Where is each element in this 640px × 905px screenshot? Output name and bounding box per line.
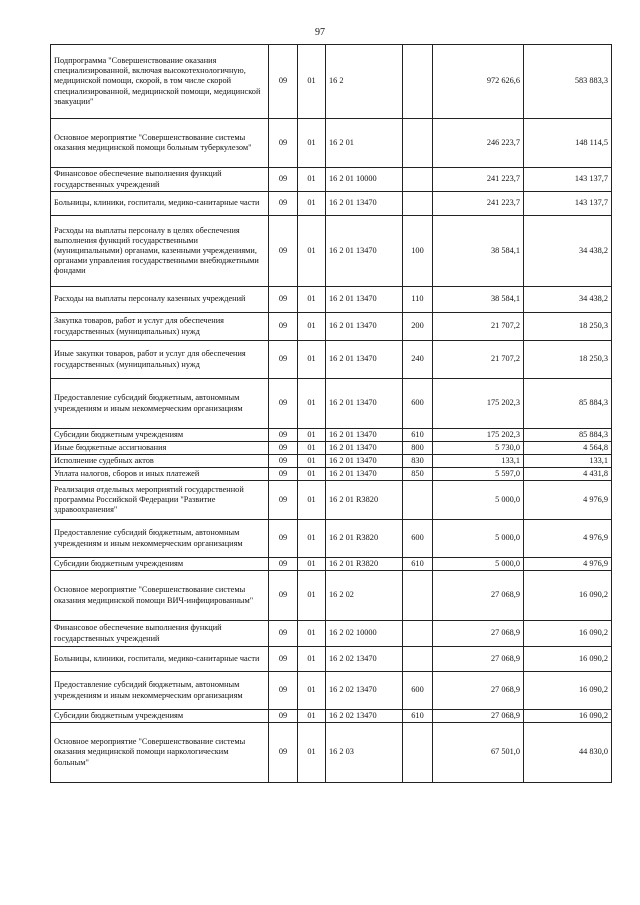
amount-cell-2: 4 976,9	[524, 481, 612, 520]
subsection-cell: 01	[298, 723, 326, 783]
expense-type-cell: 830	[403, 455, 433, 468]
table-row	[51, 723, 612, 783]
amount-cell-2: 583 883,3	[524, 45, 612, 119]
section-cell: 09	[269, 313, 298, 341]
expense-type-cell: 200	[403, 313, 433, 341]
amount-cell-1: 38 584,1	[433, 287, 524, 313]
section-cell: 09	[269, 341, 298, 379]
amount-cell-1: 38 584,1	[433, 216, 524, 287]
expense-type-cell	[403, 723, 433, 783]
amount-cell-1: 27 068,9	[433, 710, 524, 723]
table-row	[51, 520, 612, 558]
amount-cell-2: 44 830,0	[524, 723, 612, 783]
section-cell: 09	[269, 45, 298, 119]
subsection-cell: 01	[298, 520, 326, 558]
subsection-cell: 01	[298, 468, 326, 481]
subsection-cell: 01	[298, 647, 326, 672]
item-name-cell: Предоставление субсидий бюджетным, автономным учреждениям и иным некоммерческим организациям	[51, 379, 269, 429]
page-number: 97	[315, 27, 325, 38]
amount-cell-1: 21 707,2	[433, 313, 524, 341]
amount-cell-2: 85 884,3	[524, 379, 612, 429]
item-name-cell: Основное мероприятие "Совершенствование системы оказания медицинской помощи ВИЧ-инфицированным"	[51, 571, 269, 621]
table-row	[51, 571, 612, 621]
amount-cell-2: 4 431,8	[524, 468, 612, 481]
expense-type-cell: 600	[403, 520, 433, 558]
subsection-cell: 01	[298, 216, 326, 287]
amount-cell-2: 133,1	[524, 455, 612, 468]
subsection-cell: 01	[298, 481, 326, 520]
amount-cell-1: 5 000,0	[433, 558, 524, 571]
amount-cell-2: 4 976,9	[524, 558, 612, 571]
target-article-cell: 16 2 01 13470	[326, 341, 403, 379]
subsection-cell: 01	[298, 442, 326, 455]
item-name-cell: Закупка товаров, работ и услуг для обеспечения государственных (муниципальных) нужд	[51, 313, 269, 341]
amount-cell-1: 27 068,9	[433, 621, 524, 647]
amount-cell-2: 143 137,7	[524, 168, 612, 192]
table-row	[51, 287, 612, 313]
amount-cell-1: 5 000,0	[433, 520, 524, 558]
section-cell: 09	[269, 672, 298, 710]
target-article-cell: 16 2 01 R3820	[326, 558, 403, 571]
amount-cell-1: 5 597,0	[433, 468, 524, 481]
section-cell: 09	[269, 442, 298, 455]
subsection-cell: 01	[298, 119, 326, 168]
amount-cell-1: 241 223,7	[433, 168, 524, 192]
subsection-cell: 01	[298, 168, 326, 192]
expense-type-cell	[403, 119, 433, 168]
budget-table	[50, 44, 612, 783]
amount-cell-1: 27 068,9	[433, 571, 524, 621]
amount-cell-1: 246 223,7	[433, 119, 524, 168]
item-name-cell: Финансовое обеспечение выполнения функций государственных учреждений	[51, 168, 269, 192]
item-name-cell: Исполнение судебных актов	[51, 455, 269, 468]
expense-type-cell: 110	[403, 287, 433, 313]
section-cell: 09	[269, 429, 298, 442]
expense-type-cell	[403, 647, 433, 672]
target-article-cell: 16 2 01 R3820	[326, 520, 403, 558]
section-cell: 09	[269, 558, 298, 571]
section-cell: 09	[269, 379, 298, 429]
table-row	[51, 647, 612, 672]
subsection-cell: 01	[298, 621, 326, 647]
amount-cell-1: 133,1	[433, 455, 524, 468]
subsection-cell: 01	[298, 710, 326, 723]
amount-cell-1: 21 707,2	[433, 341, 524, 379]
amount-cell-2: 143 137,7	[524, 192, 612, 216]
amount-cell-2: 4 564,8	[524, 442, 612, 455]
table-row	[51, 379, 612, 429]
expense-type-cell: 100	[403, 216, 433, 287]
table-row	[51, 313, 612, 341]
section-cell: 09	[269, 710, 298, 723]
section-cell: 09	[269, 520, 298, 558]
section-cell: 09	[269, 647, 298, 672]
section-cell: 09	[269, 287, 298, 313]
table-row	[51, 621, 612, 647]
section-cell: 09	[269, 119, 298, 168]
subsection-cell: 01	[298, 45, 326, 119]
section-cell: 09	[269, 621, 298, 647]
item-name-cell: Больницы, клиники, госпитали, медико-санитарные части	[51, 192, 269, 216]
table-body	[51, 45, 612, 783]
expense-type-cell: 240	[403, 341, 433, 379]
target-article-cell: 16 2 02 13470	[326, 672, 403, 710]
amount-cell-2: 34 438,2	[524, 216, 612, 287]
amount-cell-1: 972 626,6	[433, 45, 524, 119]
section-cell: 09	[269, 571, 298, 621]
amount-cell-1: 175 202,3	[433, 429, 524, 442]
target-article-cell: 16 2 01 R3820	[326, 481, 403, 520]
subsection-cell: 01	[298, 672, 326, 710]
table-row	[51, 710, 612, 723]
amount-cell-1: 5 000,0	[433, 481, 524, 520]
item-name-cell: Субсидии бюджетным учреждениям	[51, 558, 269, 571]
table-row	[51, 672, 612, 710]
target-article-cell: 16 2 03	[326, 723, 403, 783]
amount-cell-1: 27 068,9	[433, 672, 524, 710]
amount-cell-1: 175 202,3	[433, 379, 524, 429]
target-article-cell: 16 2 01 13470	[326, 429, 403, 442]
table-row	[51, 429, 612, 442]
target-article-cell: 16 2 02 10000	[326, 621, 403, 647]
section-cell: 09	[269, 168, 298, 192]
expense-type-cell: 600	[403, 379, 433, 429]
section-cell: 09	[269, 481, 298, 520]
target-article-cell: 16 2 02 13470	[326, 647, 403, 672]
expense-type-cell	[403, 192, 433, 216]
item-name-cell: Расходы на выплаты персоналу в целях обеспечения выполнения функций государственными (муниципальными) органами, казенными учреждениями, органами управления государственными внебюджетными фондами	[51, 216, 269, 287]
target-article-cell: 16 2 01 13470	[326, 216, 403, 287]
subsection-cell: 01	[298, 379, 326, 429]
expense-type-cell	[403, 168, 433, 192]
subsection-cell: 01	[298, 571, 326, 621]
expense-type-cell: 610	[403, 429, 433, 442]
table-row	[51, 192, 612, 216]
item-name-cell: Субсидии бюджетным учреждениям	[51, 429, 269, 442]
item-name-cell: Больницы, клиники, госпитали, медико-санитарные части	[51, 647, 269, 672]
amount-cell-2: 148 114,5	[524, 119, 612, 168]
expense-type-cell: 800	[403, 442, 433, 455]
amount-cell-2: 16 090,2	[524, 621, 612, 647]
item-name-cell: Субсидии бюджетным учреждениям	[51, 710, 269, 723]
section-cell: 09	[269, 216, 298, 287]
table-row	[51, 442, 612, 455]
subsection-cell: 01	[298, 313, 326, 341]
expense-type-cell	[403, 481, 433, 520]
expense-type-cell	[403, 45, 433, 119]
subsection-cell: 01	[298, 341, 326, 379]
item-name-cell: Подпрограмма "Совершенствование оказания специализированной, включая высокотехнологичную, медицинской помощи, скорой, в том числе скорой специализированной, медицинской помощи, медицинской эвакуации"	[51, 45, 269, 119]
amount-cell-2: 18 250,3	[524, 341, 612, 379]
table-row	[51, 45, 612, 119]
amount-cell-1: 67 501,0	[433, 723, 524, 783]
target-article-cell: 16 2 01 13470	[326, 455, 403, 468]
amount-cell-2: 18 250,3	[524, 313, 612, 341]
section-cell: 09	[269, 455, 298, 468]
subsection-cell: 01	[298, 558, 326, 571]
item-name-cell: Иные бюджетные ассигнования	[51, 442, 269, 455]
item-name-cell: Уплата налогов, сборов и иных платежей	[51, 468, 269, 481]
target-article-cell: 16 2 02	[326, 571, 403, 621]
section-cell: 09	[269, 723, 298, 783]
section-cell: 09	[269, 192, 298, 216]
section-cell: 09	[269, 468, 298, 481]
target-article-cell: 16 2 01 13470	[326, 287, 403, 313]
subsection-cell: 01	[298, 192, 326, 216]
item-name-cell: Предоставление субсидий бюджетным, автономным учреждениям и иным некоммерческим организациям	[51, 520, 269, 558]
item-name-cell: Иные закупки товаров, работ и услуг для обеспечения государственных (муниципальных) нужд	[51, 341, 269, 379]
table-row	[51, 341, 612, 379]
amount-cell-2: 16 090,2	[524, 710, 612, 723]
table-row	[51, 119, 612, 168]
table-row	[51, 455, 612, 468]
target-article-cell: 16 2 01 13470	[326, 313, 403, 341]
amount-cell-1: 27 068,9	[433, 647, 524, 672]
subsection-cell: 01	[298, 429, 326, 442]
amount-cell-2: 4 976,9	[524, 520, 612, 558]
target-article-cell: 16 2 02 13470	[326, 710, 403, 723]
table-row	[51, 481, 612, 520]
amount-cell-2: 16 090,2	[524, 672, 612, 710]
target-article-cell: 16 2 01	[326, 119, 403, 168]
target-article-cell: 16 2 01 13470	[326, 442, 403, 455]
target-article-cell: 16 2 01 13470	[326, 379, 403, 429]
target-article-cell: 16 2	[326, 45, 403, 119]
item-name-cell: Реализация отдельных мероприятий государственной программы Российской Федерации "Развитие здравоохранения"	[51, 481, 269, 520]
subsection-cell: 01	[298, 455, 326, 468]
item-name-cell: Основное мероприятие "Совершенствование системы оказания медицинской помощи больным туберкулезом"	[51, 119, 269, 168]
table-row	[51, 468, 612, 481]
table-row	[51, 558, 612, 571]
table-row	[51, 216, 612, 287]
amount-cell-2: 85 884,3	[524, 429, 612, 442]
item-name-cell: Расходы на выплаты персоналу казенных учреждений	[51, 287, 269, 313]
item-name-cell: Предоставление субсидий бюджетным, автономным учреждениям и иным некоммерческим организациям	[51, 672, 269, 710]
item-name-cell: Основное мероприятие "Совершенствование системы оказания медицинской помощи наркологическим больным"	[51, 723, 269, 783]
table-row	[51, 168, 612, 192]
expense-type-cell: 850	[403, 468, 433, 481]
amount-cell-1: 5 730,0	[433, 442, 524, 455]
subsection-cell: 01	[298, 287, 326, 313]
expense-type-cell	[403, 621, 433, 647]
target-article-cell: 16 2 01 13470	[326, 192, 403, 216]
amount-cell-2: 34 438,2	[524, 287, 612, 313]
target-article-cell: 16 2 01 13470	[326, 468, 403, 481]
amount-cell-2: 16 090,2	[524, 647, 612, 672]
expense-type-cell	[403, 571, 433, 621]
amount-cell-1: 241 223,7	[433, 192, 524, 216]
amount-cell-2: 16 090,2	[524, 571, 612, 621]
item-name-cell: Финансовое обеспечение выполнения функций государственных учреждений	[51, 621, 269, 647]
expense-type-cell: 610	[403, 558, 433, 571]
expense-type-cell: 610	[403, 710, 433, 723]
expense-type-cell: 600	[403, 672, 433, 710]
target-article-cell: 16 2 01 10000	[326, 168, 403, 192]
